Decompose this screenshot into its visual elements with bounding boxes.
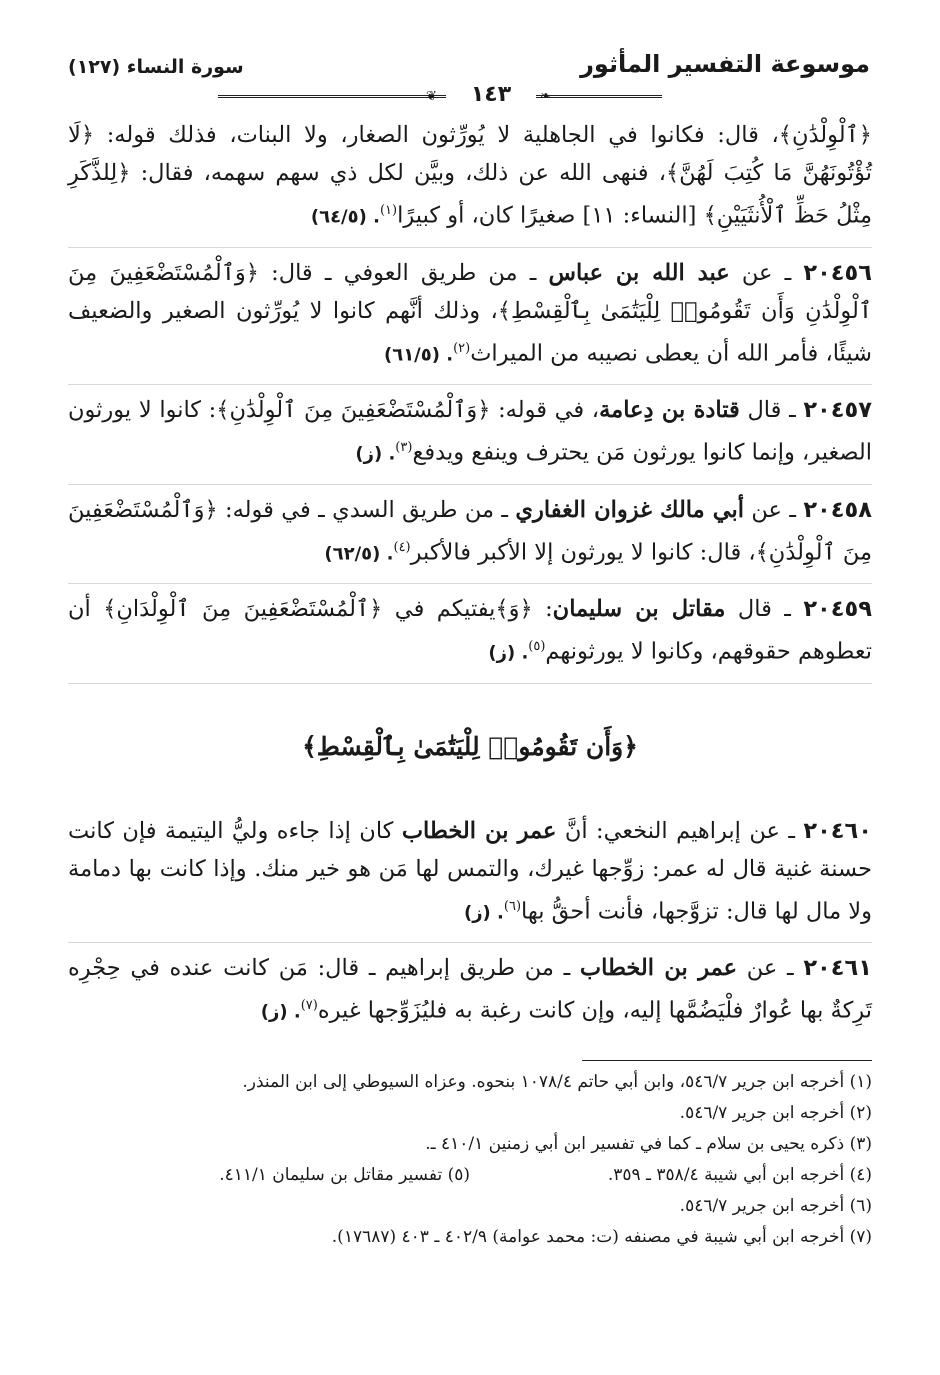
volume-ref: . (ز): [488, 642, 529, 664]
entry-number: ٢٠٤٦١: [803, 955, 872, 981]
footnote-mark[interactable]: (١): [379, 203, 398, 218]
page-header: [68, 48, 872, 110]
entry-number: ٢٠٤٥٨: [803, 496, 872, 523]
entry-prefix: ـ عن: [737, 955, 804, 981]
entry-number: ٢٠٤٥٦: [803, 259, 873, 286]
entry: [68, 385, 872, 485]
volume-ref: . (٦١/٥): [383, 344, 454, 365]
footnotes: [68, 1067, 872, 1253]
entry-prefix: ـ عن: [744, 496, 804, 523]
entry-number: ٢٠٤٥٩: [803, 596, 872, 622]
footnote-mark[interactable]: (٦): [503, 898, 522, 914]
footnote: (٥) تفسير مقاتل بن سليمان ٤١١/١.: [219, 1164, 470, 1185]
surah-label: سورة النساء (١٢٧): [68, 56, 244, 78]
entry-text: ـ من طريق السدي ـ في قوله: ﴿وَٱلْمُسْتَضْعَفِينَ مِنَ ٱلْوِلْدَٰنِ﴾، قال: كانوا لا يورثون إلا الأكبر فالأكبر: [68, 496, 872, 565]
entry: [68, 110, 872, 248]
footnote-separator: [582, 1060, 872, 1061]
entry-number: ٢٠٤٥٧: [803, 397, 872, 423]
main-text: [68, 110, 872, 1042]
narrator-name: عمر بن الخطاب: [579, 955, 738, 981]
entry-text: كان إذا جاءه وليُّ اليتيمة فإن كانت حسنة غنية قال له عمر: زوِّجها غيرك، والتمس لها مَن هو خير منك. وإذا كانت بها دمامة ولا مال لها قال: تزوَّجها، فأنت أحقُّ بها: [68, 817, 872, 924]
footnote-mark[interactable]: (٧): [300, 998, 318, 1013]
footnote-mark[interactable]: (٣): [395, 440, 413, 455]
entry: [68, 485, 872, 585]
entry: [68, 248, 872, 386]
footnote: (٢) أخرجه ابن جرير ٥٤٦/٧.: [679, 1102, 872, 1123]
footnote: (٣) ذكره يحيى بن سلام ـ كما في تفسير ابن أبي زمنين ٤١٠/١ ـ.: [425, 1133, 872, 1154]
entry-text: ـ من طريق العوفي ـ قال: ﴿وَٱلْمُسْتَضْعَفِينَ مِنَ ٱلْوِلْدَٰنِ وَأَن تَقُومُوا۟ لِلْيَتَٰمَىٰ بِٱلْقِسْطِ﴾، وذلك أنَّهم كانوا لا يُورِّثون الصغير والضعيف شيئًا، فأمر الله أن يعطى نصيبه من الميراث: [68, 259, 872, 366]
narrator-name: عمر بن الخطاب: [401, 817, 557, 844]
page-number: ١٤٣: [446, 82, 536, 107]
volume-ref: . (٦٢/٥): [324, 543, 394, 564]
volume-ref: . (ز): [463, 902, 504, 923]
entry-text: : ﴿وَ﴾يفتيكم في ﴿ٱلْمُسْتَضْعَفِينَ مِنَ ٱلْوِلْدَانِ﴾ أن تعطوهم حقوقهم، وكانوا لا يورثونهم: [68, 596, 872, 665]
narrator-name: مقاتل بن سليمان: [552, 596, 726, 622]
footnote-mark[interactable]: (٢): [453, 340, 471, 356]
entry-prefix: ـ عن: [729, 259, 804, 286]
ornament-icon: ❦: [426, 89, 437, 104]
footnote: (١) أخرجه ابن جرير ٥٤٦/٧، وابن أبي حاتم ١٠٧٨/٤ بنحوه. وعزاه السيوطي إلى ابن المنذر.: [242, 1071, 872, 1092]
volume-ref: . (ز): [260, 1001, 301, 1023]
entry: [68, 943, 872, 1042]
entry-prefix: ـ قال: [739, 397, 804, 423]
entry-prefix: ـ قال: [725, 596, 804, 622]
footnote: (٦) أخرجه ابن جرير ٥٤٦/٧.: [679, 1195, 872, 1216]
footnote-mark[interactable]: (٤): [393, 539, 411, 555]
footnote-row: [68, 1160, 872, 1191]
narrator-name: عبد الله بن عباس: [548, 259, 730, 286]
footnote: (٤) أخرجه ابن أبي شيبة ٣٥٨/٤ ـ ٣٥٩.: [607, 1164, 872, 1185]
footnote-mark[interactable]: (٥): [528, 639, 546, 654]
entry: [68, 806, 872, 944]
volume-ref: . (ز): [355, 443, 396, 465]
entry-text: ، في قوله: ﴿وَٱلْمُسْتَضْعَفِينَ مِنَ ٱلْوِلْدَٰنِ﴾: كانوا لا يورثون الصغير، وإنما كانوا يورثون مَن يحترف وينفع ويدفع: [68, 397, 872, 466]
footnote: (٧) أخرجه ابن أبي شيبة في مصنفه (ت: محمد عوامة) ٤٠٢/٩ ـ ٤٠٣ (١٧٦٨٧).: [331, 1226, 872, 1247]
entry: [68, 584, 872, 684]
narrator-name: قتادة بن دِعامة: [599, 397, 740, 423]
book-title: موسوعة التفسير المأثور: [580, 50, 870, 78]
entry-text: ـ من طريق إبراهيم ـ قال: مَن كانت عنده في حِجْرِه تَرِكةٌ بها عُوارٌ فلْيَضُمَّها إليه، وإن كانت رغبة به فليُزَوِّجها غيره: [68, 955, 872, 1024]
header-rule: [218, 95, 662, 98]
entry-text: ﴿ٱلْوِلْدَٰنِ﴾، قال: فكانوا في الجاهلية لا يُورِّثون الصغار، ولا البنات، فذلك قوله: ﴿لَا تُؤْتُونَهُنَّ مَا كُتِبَ لَهُنَّ﴾، فنهى الله عن ذلك، وبيَّن لكل ذي سهم سهمه، فقال: ﴿لِلذَّكَرِ مِثْلُ حَظِّ ٱلْأُنثَيَيْنِ﴾ [النساء: ١١] صغيرًا كان، أو كبيرًا: [68, 122, 872, 229]
entry-prefix: ـ عن إبراهيم النخعي: أنَّ: [556, 817, 804, 844]
ornament-icon: ❧: [540, 89, 551, 104]
narrator-name: أبي مالك غزوان الغفاري: [515, 496, 745, 523]
volume-ref: . (٦٤/٥): [310, 206, 380, 228]
section-title: ﴿وَأَن تَقُومُوا۟ لِلْيَتَٰمَىٰ بِٱلْقِسْطِ﴾: [302, 731, 638, 761]
entry-number: ٢٠٤٦٠: [803, 817, 873, 844]
page: [68, 48, 872, 1348]
